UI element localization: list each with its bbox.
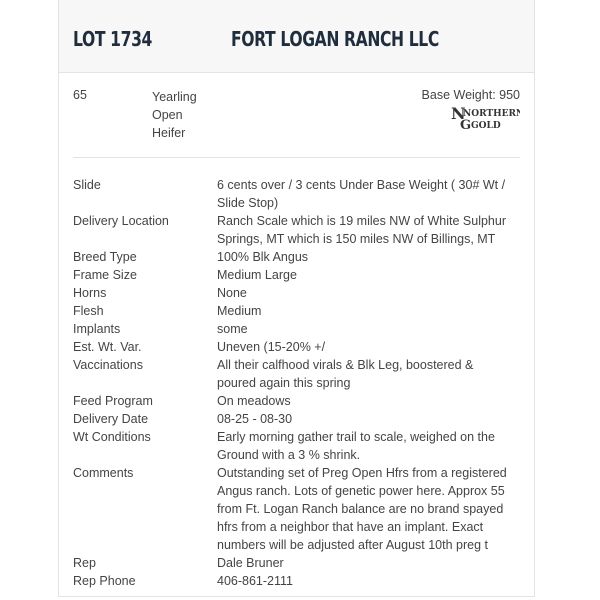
detail-label: Implants (73, 322, 121, 336)
lot-number: LOT 1734 (73, 27, 153, 51)
detail-label: Feed Program (73, 394, 153, 408)
detail-row (59, 428, 534, 464)
detail-value: Outstanding set of Preg Open Hfrs from a registered Angus ranch. Lots of genetic power here. Approx 55 from Ft. Logan Ranch balance are no brand spayed hfrs from a neighbor that have an implant. Exact numbers will be adjusted after August 10th preg t (217, 466, 507, 552)
detail-row (59, 464, 534, 554)
detail-value: 08-25 - 08-30 (217, 412, 293, 426)
lot-header (59, 0, 534, 73)
detail-value: Ranch Scale which is 19 miles NW of White Sulphur Springs, MT which is 150 miles NW of Billings, MT (217, 214, 507, 246)
detail-row (59, 176, 534, 212)
northern-gold-logo (450, 105, 520, 131)
detail-value: some (217, 322, 248, 336)
logo-n-letter: N (451, 105, 466, 123)
detail-value: Uneven (15-20% +/ (217, 340, 326, 354)
detail-row (59, 302, 534, 320)
detail-row (59, 554, 534, 572)
detail-label: Rep (73, 556, 96, 570)
detail-label: Frame Size (73, 268, 137, 282)
cattle-description (152, 88, 197, 142)
detail-value: All their calfhood virals & Blk Leg, boostered & poured again this spring (217, 358, 474, 390)
detail-row (59, 266, 534, 284)
detail-label: Vaccinations (73, 358, 143, 372)
detail-row (59, 410, 534, 428)
lot-details (59, 176, 534, 590)
logo-line2: GOLD (471, 121, 501, 131)
detail-label: Flesh (73, 304, 104, 318)
logo-g-letter: G (460, 118, 472, 131)
detail-value: None (217, 286, 247, 300)
detail-value: Dale Bruner (217, 556, 284, 570)
ranch-name: FORT LOGAN RANCH LLC (231, 27, 439, 51)
detail-label: Slide (73, 178, 101, 192)
detail-value: 100% Blk Angus (217, 250, 309, 264)
sex-class: Heifer (152, 126, 186, 140)
logo-line1: NORTHERN (463, 109, 520, 119)
detail-label: Horns (73, 286, 107, 300)
detail-label: Est. Wt. Var. (73, 340, 142, 354)
detail-row (59, 284, 534, 302)
detail-row (59, 356, 534, 392)
detail-label: Delivery Location (73, 214, 169, 228)
lot-summary (59, 73, 534, 157)
divider (73, 157, 520, 158)
lot-card (58, 0, 535, 597)
base-weight: Base Weight: 950 (421, 88, 520, 102)
detail-value: Early morning gather trail to scale, weighed on the Ground with a 3 % shrink. (217, 430, 495, 462)
detail-row (59, 338, 534, 356)
detail-row (59, 572, 534, 590)
detail-row (59, 320, 534, 338)
detail-label: Rep Phone (73, 574, 136, 588)
detail-label: Breed Type (73, 250, 137, 264)
preg-status: Open (152, 108, 183, 122)
detail-label: Wt Conditions (73, 430, 151, 444)
detail-value: 6 cents over / 3 cents Under Base Weight ( 30# Wt / Slide Stop) (217, 178, 506, 210)
head-count: 65 (73, 88, 87, 102)
age-class: Yearling (152, 90, 197, 104)
detail-row (59, 392, 534, 410)
detail-value: On meadows (217, 394, 291, 408)
detail-value: 406-861-2111 (217, 574, 293, 588)
detail-value: Medium (217, 304, 262, 318)
detail-value: Medium Large (217, 268, 297, 282)
detail-label: Delivery Date (73, 412, 149, 426)
detail-row (59, 212, 534, 248)
detail-label: Comments (73, 466, 134, 480)
detail-row (59, 248, 534, 266)
